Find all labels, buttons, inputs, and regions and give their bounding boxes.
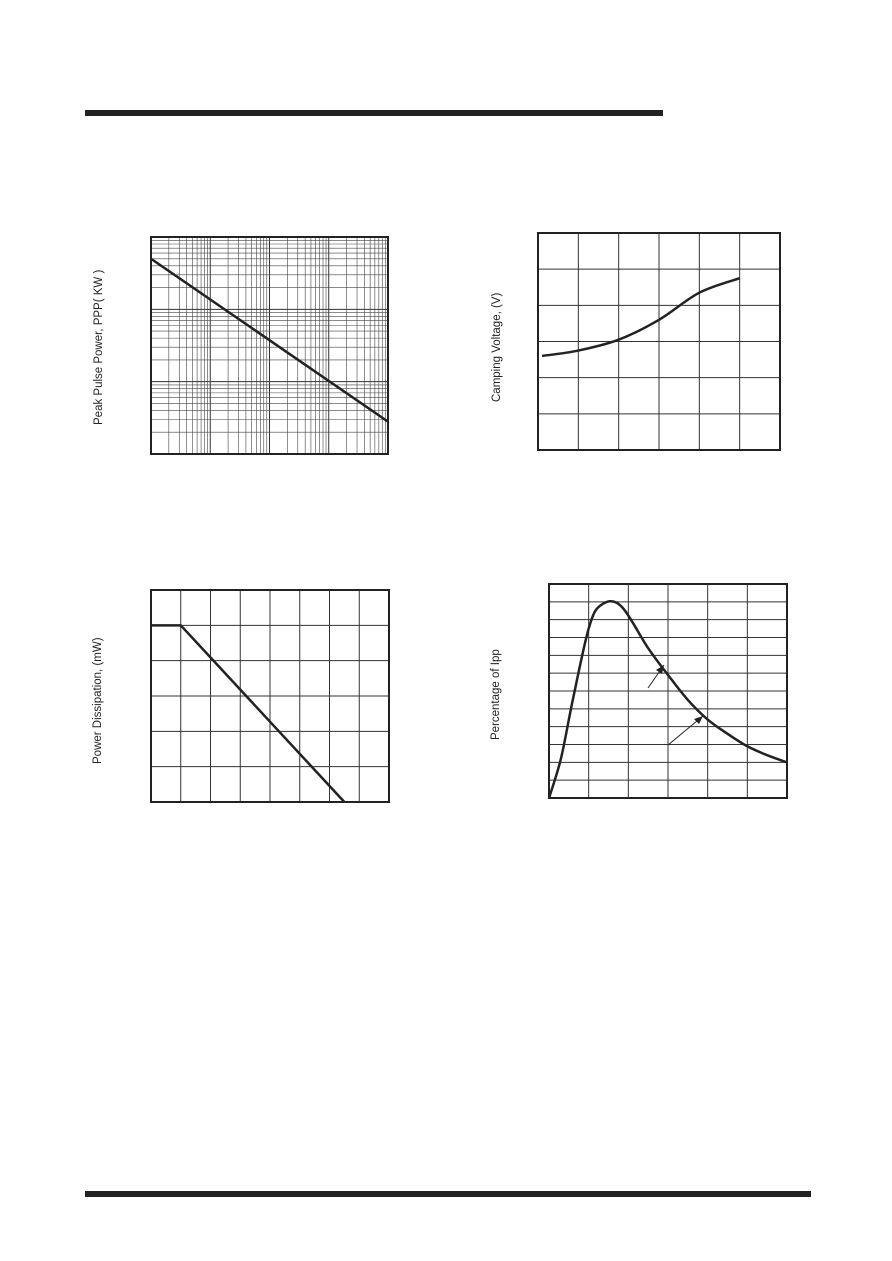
power-dissipation-chart: [140, 579, 402, 813]
chart2-ylabel: Camping Voltage, (V): [491, 292, 503, 402]
chart3-grid: [151, 590, 389, 802]
chart3-ylabel: Power Dissipation, (mW): [92, 637, 104, 764]
footer-rule: [85, 1191, 811, 1197]
pulse-waveform-chart: [538, 573, 800, 811]
chart1-grid: [151, 237, 388, 454]
chart4-ylabel: Percentage of Ipp: [490, 649, 502, 740]
peak-pulse-power-chart: [140, 226, 400, 464]
decay-arrow: [668, 716, 703, 745]
chart2-grid: [538, 233, 780, 450]
header-rule: [85, 110, 663, 116]
chart3-series-line: [151, 625, 344, 802]
chart2-series-line: [542, 278, 740, 356]
chart1-ylabel: Peak Pulse Power, PPP( KW ): [93, 269, 105, 425]
rise-arrow: [648, 665, 664, 688]
chart4-grid: [549, 584, 787, 798]
clamping-voltage-chart: [527, 222, 791, 462]
